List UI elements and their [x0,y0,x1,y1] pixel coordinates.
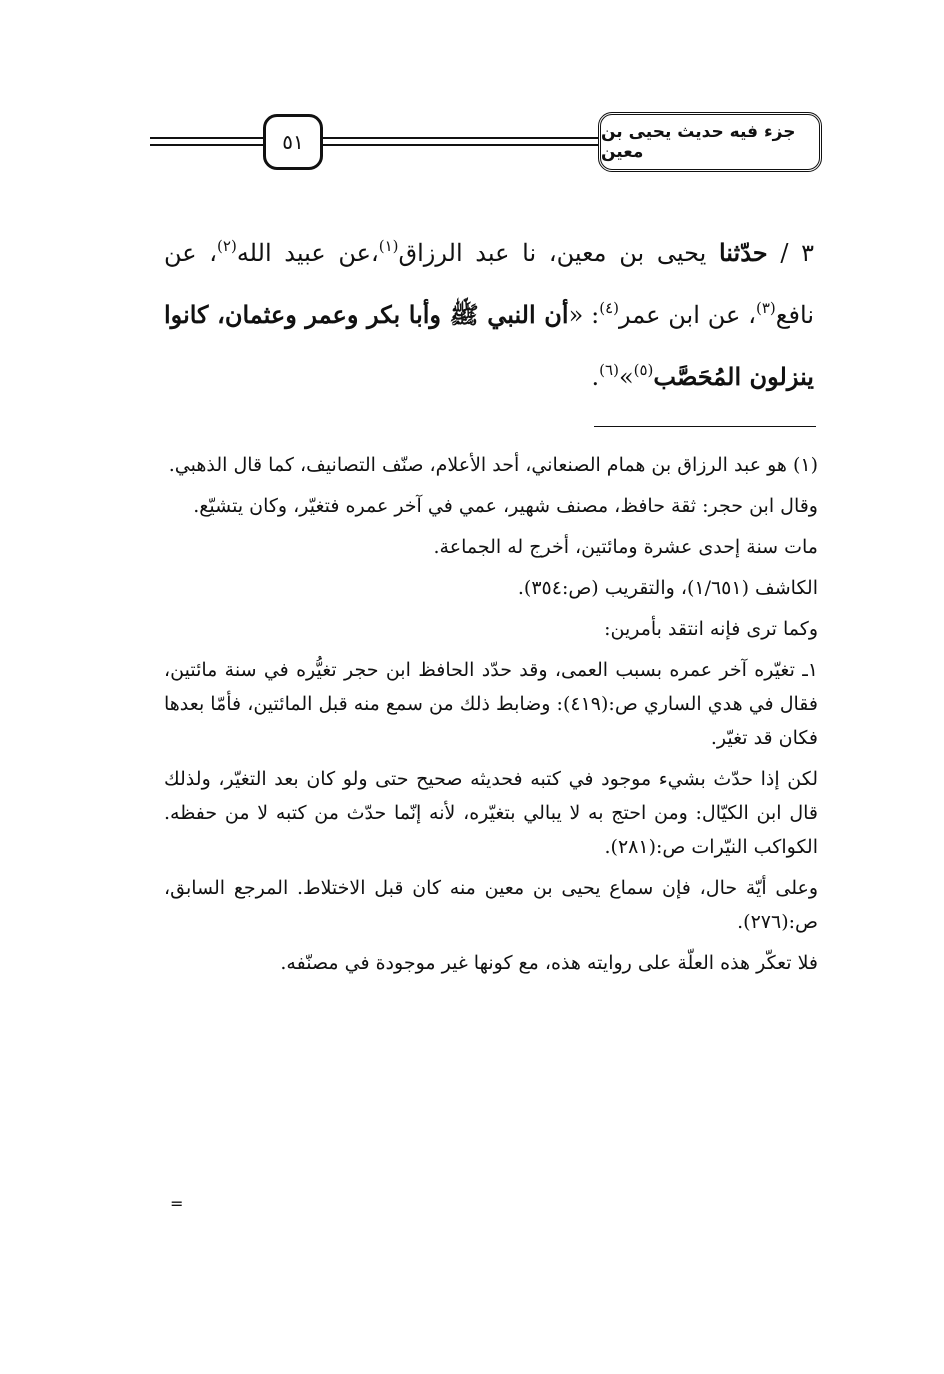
hadith-chain: ، عن ابن عمر [618,301,756,329]
page-number: ٥١ [282,130,304,154]
header-rule-bottom [323,144,598,146]
footnote-ref: (٥) [633,361,654,379]
footnote-ref: (٢) [217,237,237,255]
hadith-haddathana: حدّثنا [718,238,768,267]
footnote-paragraph: وقال ابن حجر: ثقة حافظ، مصنف شهير، عمي في آخر عمره فتغيّر، وكان يتشيّع. [193,495,818,517]
footnotes [164,448,818,987]
footnote-ref: (٦) [599,361,619,379]
footnote-paragraph: وعلى أيّة حال، فإن سماع يحيى بن معين منه كان قبل الاختلاط. المرجع السابق، ص:(٢٧٦). [164,877,818,933]
page-header [150,112,822,178]
hadith-end: . [591,363,600,391]
page-number-box [263,114,323,170]
footnote-ref: (١) [378,237,399,255]
hadith-number: ٣ / [767,239,814,267]
footnote-paragraph: وكما ترى فإنه انتقد بأمرين: [604,618,818,640]
hadith-matn: أن النبي ﷺ وأبا بكر وعمر وعثمان، كانوا ينزلون المُحَصَّب [164,300,814,391]
header-rule-top [323,137,598,139]
hadith-text [164,222,814,408]
footnote-paragraph: فلا تعكّر هذه العلّة على روايته هذه، مع كونها غير موجودة في مصنّفه. [280,952,818,974]
hadith-chain: ، عن نافع [164,239,815,329]
hadith-chain: يحيى بن معين، نا عبد الرزاق [398,239,719,267]
hadith-paragraph [164,222,814,408]
hadith-quote-close: » [618,363,634,391]
book-title-box [598,112,822,172]
footnote-ref: (٣) [755,299,776,317]
footnote-paragraph: مات سنة إحدى عشرة ومائتين، أخرج له الجماعة. [433,536,818,558]
header-rule-bottom [150,144,263,146]
hadith-chain: : « [568,301,600,329]
footnote-paragraph: الكاشف (١/٦٥١)، والتقريب (ص:٣٥٤). [517,577,818,599]
header-rule-top [150,137,263,139]
footnote-paragraph: لكن إذا حدّث بشيء موجود في كتبه فحديثه صحيح حتى ولو كان بعد التغيّر، ولذلك قال ابن الكيّال: ومن احتج به لا يبالي بتغيّره، لأنه إنّما حدّث من كتبه لا من حفظه. الكواكب النيّرات ص:(٢٨١). [164,768,818,858]
book-title: جزء فيه حديث يحيى بن معين [601,122,796,162]
continuation-mark: = [170,1194,184,1213]
footnote-paragraph: ١ـ تغيّره آخر عمره بسبب العمى، وقد حدّد الحافظ ابن حجر تغيُّره في سنة مائتين، فقال في هدي الساري ص:(٤١٩): وضابط ذلك من سمع منه قبل المائتين، فأمّا بعدها فكان قد تغيّر. [164,659,818,749]
hadith-chain: ،عن عبيد الله [236,239,379,267]
footnote-ref: (٤) [599,299,619,317]
footnote-separator [594,426,816,427]
footnote-1: (١) هو عبد الرزاق بن همام الصنعاني، أحد الأعلام، صنّف التصانيف، كما قال الذهبي. [168,454,818,476]
